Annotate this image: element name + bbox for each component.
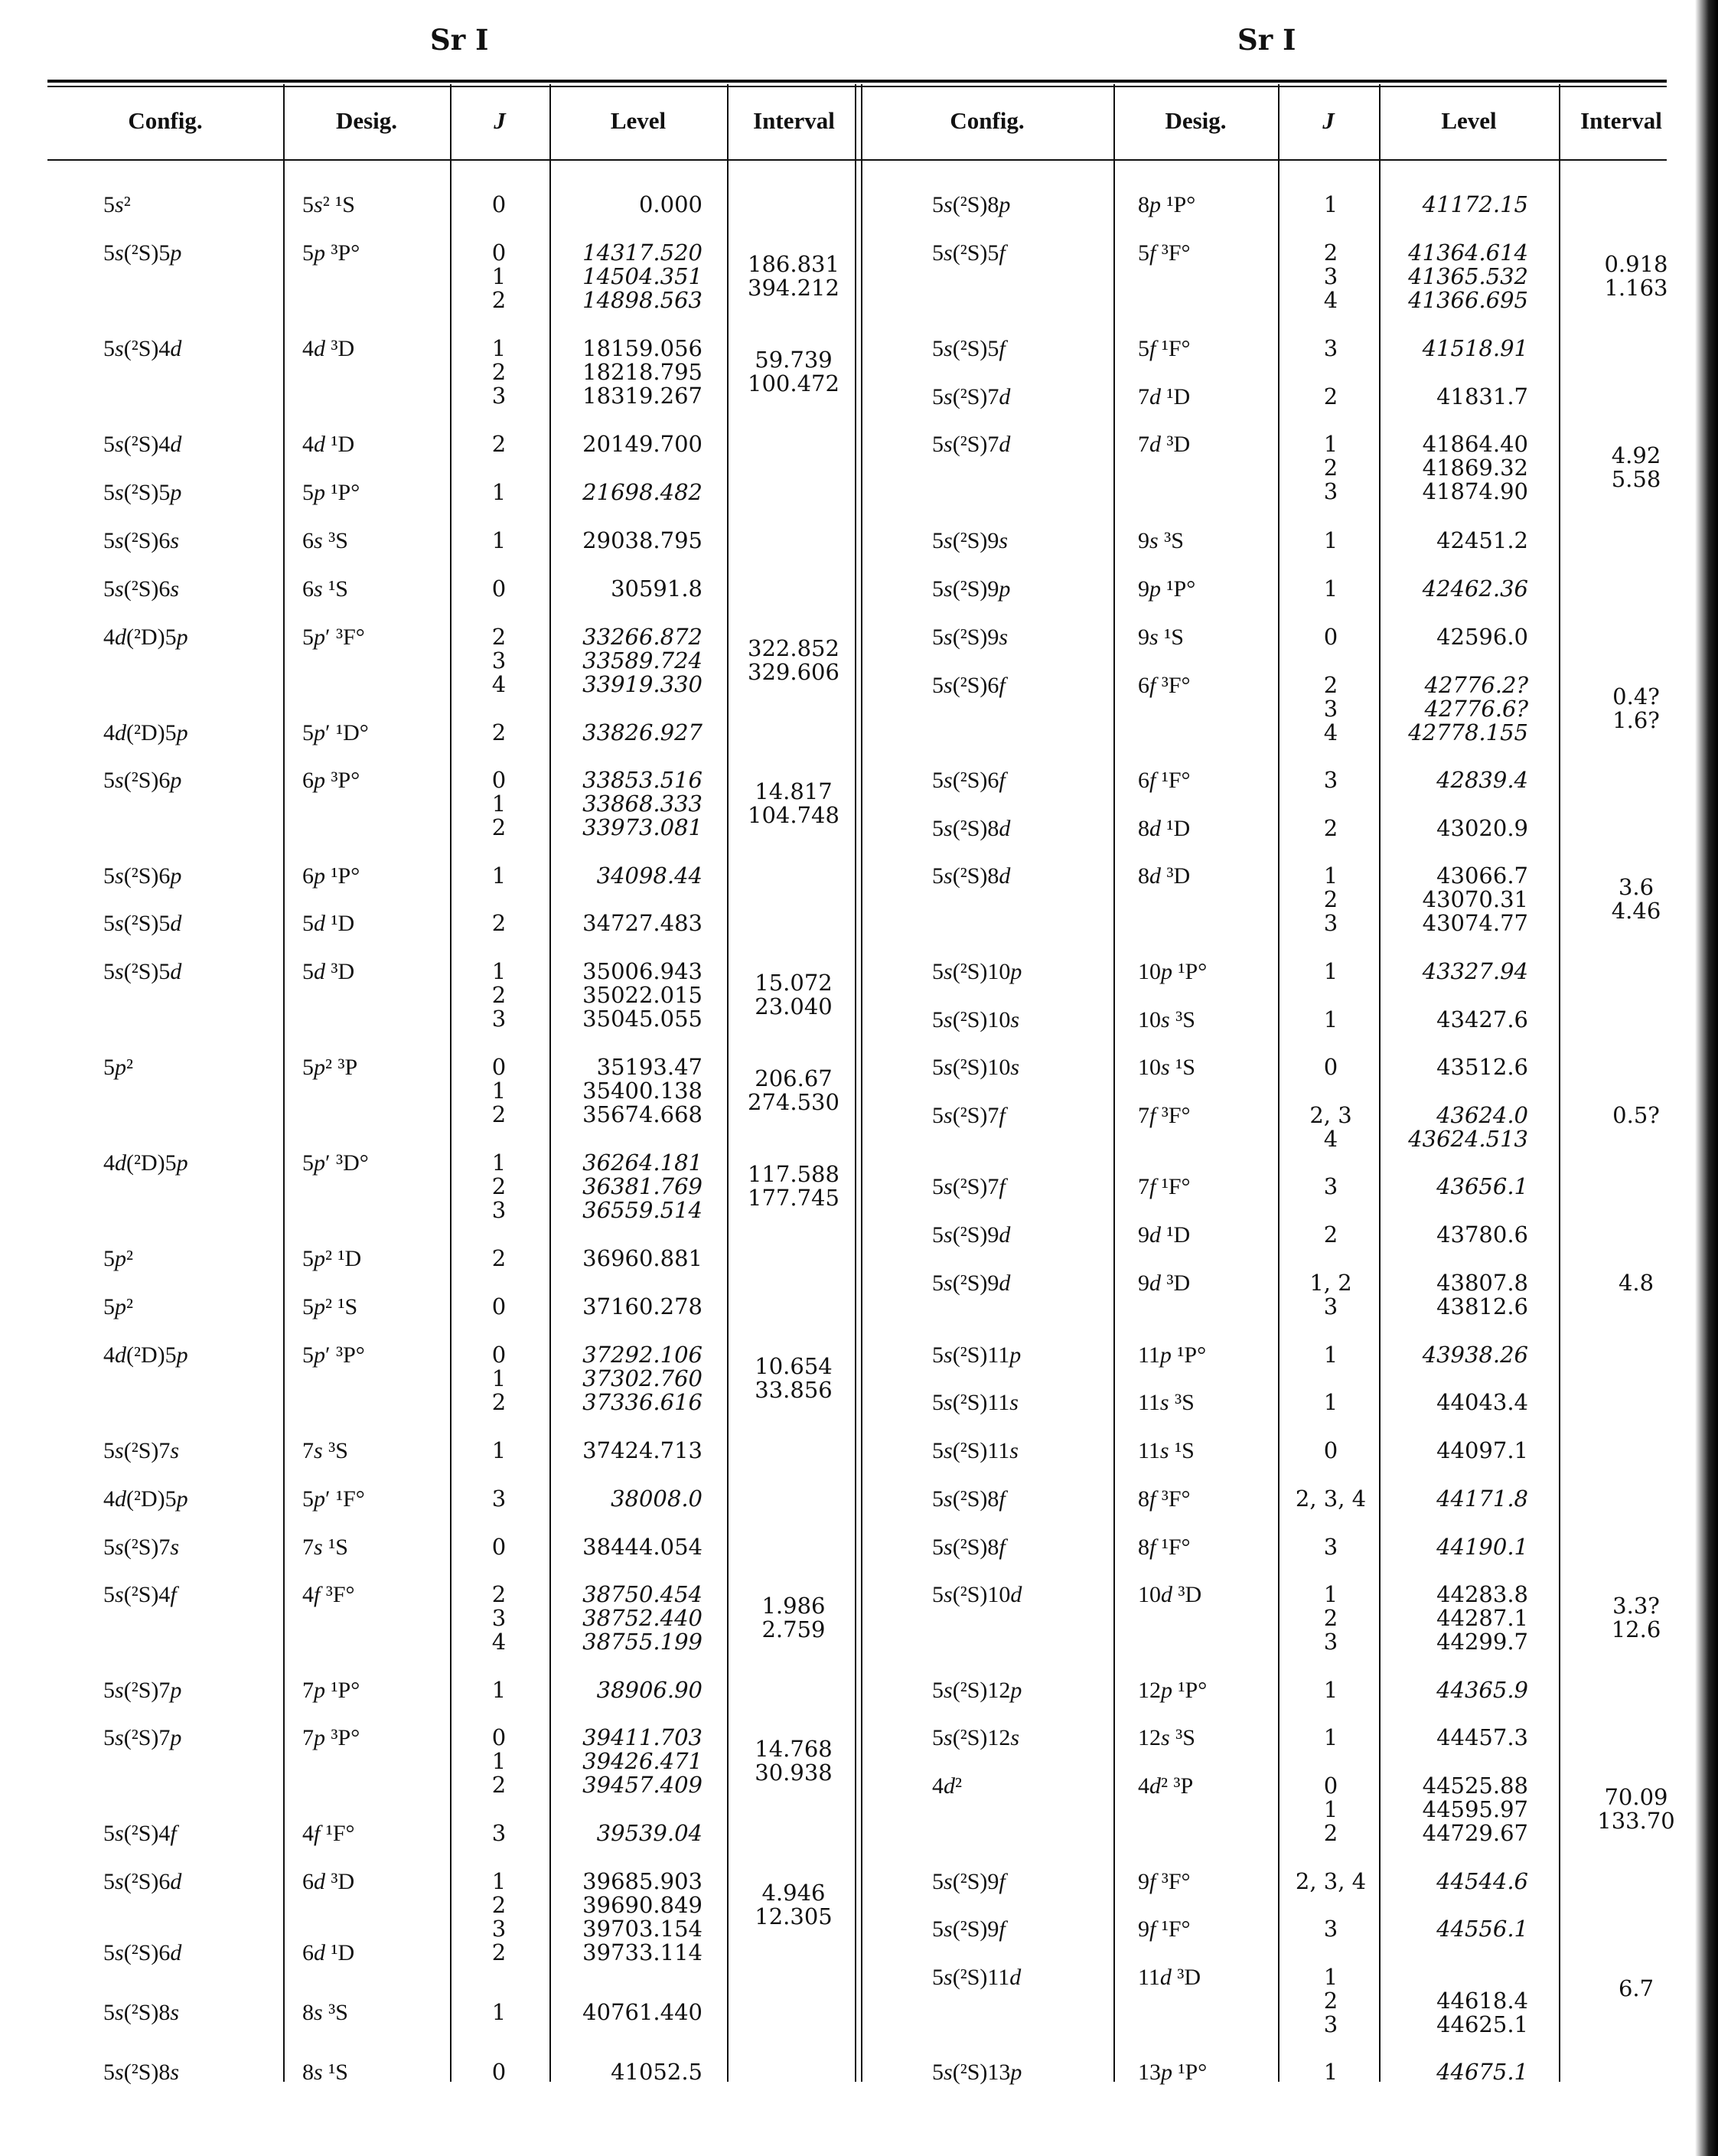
level-cell: 29038.795 bbox=[582, 527, 703, 553]
designation-cell: 6d ³D bbox=[302, 1869, 355, 1894]
header-j-left: J bbox=[494, 107, 506, 134]
config-cell: 5s(²S)8f bbox=[932, 1535, 1006, 1560]
j-cell: 2 bbox=[1323, 383, 1338, 409]
config-cell: 5s(²S)11d bbox=[932, 1965, 1022, 1990]
level-cell: 38906.90 bbox=[596, 1677, 703, 1703]
j-cell: 1 bbox=[1323, 1389, 1338, 1415]
level-cell: 42462.36 bbox=[1422, 576, 1528, 602]
interval-cell: 15.072 23.040 bbox=[755, 970, 833, 1019]
config-cell: 5s(²S)10s bbox=[932, 1055, 1020, 1080]
level-cell: 44171.8 bbox=[1436, 1486, 1528, 1512]
header-bottom-rule bbox=[47, 159, 1667, 161]
designation-cell: 7s ³S bbox=[302, 1438, 348, 1463]
designation-cell: 9f ³F° bbox=[1138, 1869, 1191, 1894]
designation-cell: 6p ³P° bbox=[302, 768, 360, 793]
interval-cell: 14.817 104.748 bbox=[748, 778, 839, 828]
j-cell: 0 1 2 bbox=[491, 1054, 507, 1127]
level-cell: 44675.1 bbox=[1436, 2059, 1528, 2085]
level-cell: 33853.516 33868.333 33973.081 bbox=[582, 767, 703, 840]
level-cell: 43938.26 bbox=[1422, 1342, 1528, 1368]
config-cell: 5s(²S)9f bbox=[932, 1916, 1006, 1942]
j-cell: 3 bbox=[1323, 1173, 1338, 1199]
config-cell: 4d(²D)5p bbox=[103, 625, 188, 650]
level-cell: 44365.9 bbox=[1436, 1677, 1528, 1703]
interval-cell: 186.831 394.212 bbox=[748, 251, 839, 301]
level-cell: 37424.713 bbox=[582, 1437, 703, 1463]
config-cell: 5s(²S)12p bbox=[932, 1678, 1022, 1703]
level-cell: 43066.7 43070.31 43074.77 bbox=[1422, 863, 1528, 936]
designation-cell: 6d ¹D bbox=[302, 1940, 355, 1965]
j-cell: 1 2 3 bbox=[491, 958, 507, 1032]
level-cell: 43780.6 bbox=[1436, 1222, 1528, 1248]
config-cell: 5s(²S)5d bbox=[103, 911, 182, 936]
j-cell: 0 1 2 bbox=[491, 1724, 507, 1798]
j-cell: 3 bbox=[1323, 1916, 1338, 1942]
config-cell: 5s(²S)8d bbox=[932, 863, 1011, 889]
j-cell: 0 bbox=[1323, 1054, 1338, 1080]
header-desig-left: Desig. bbox=[335, 107, 398, 134]
designation-cell: 5p² ³P bbox=[302, 1055, 358, 1080]
interval-cell: 322.852 329.606 bbox=[748, 635, 839, 685]
designation-cell: 6s ³S bbox=[302, 528, 348, 553]
interval-cell: 3.6 4.46 bbox=[1611, 874, 1661, 924]
j-cell: 0 1 2 bbox=[491, 240, 507, 313]
level-cell: 37160.278 bbox=[582, 1293, 703, 1319]
designation-cell: 6p ¹P° bbox=[302, 863, 360, 889]
header-config-right: Config. bbox=[950, 107, 1025, 134]
level-cell: 42596.0 bbox=[1436, 624, 1528, 650]
j-cell: 3 bbox=[1323, 767, 1338, 793]
j-cell: 1 2 3 bbox=[1323, 1581, 1338, 1655]
config-cell: 5s(²S)5p bbox=[103, 240, 182, 266]
config-cell: 5s(²S)6d bbox=[103, 1869, 182, 1894]
level-cell: 44043.4 bbox=[1436, 1389, 1528, 1415]
config-cell: 5s(²S)11p bbox=[932, 1342, 1022, 1368]
config-cell: 5s(²S)7p bbox=[103, 1678, 182, 1703]
j-cell: 2 3 4 bbox=[491, 624, 507, 697]
level-cell: 33266.872 33589.724 33919.330 bbox=[582, 624, 703, 697]
j-cell: 0 bbox=[491, 1534, 507, 1560]
config-cell: 5s(²S)6d bbox=[103, 1940, 182, 1965]
interval-cell: 3.3? 12.6 bbox=[1611, 1593, 1661, 1642]
header-desig-right: Desig. bbox=[1165, 107, 1227, 134]
level-cell: 39411.703 39426.471 39457.409 bbox=[582, 1724, 703, 1798]
designation-cell: 5p′ ³D° bbox=[302, 1150, 369, 1176]
config-cell: 5p² bbox=[103, 1055, 133, 1080]
config-cell: 4d(²D)5p bbox=[103, 1150, 188, 1176]
designation-cell: 8f ¹F° bbox=[1138, 1535, 1191, 1560]
level-cell: 43327.94 bbox=[1422, 958, 1528, 984]
designation-cell: 8s ¹S bbox=[302, 2060, 348, 2085]
j-cell: 1 bbox=[1323, 958, 1338, 984]
j-cell: 1 bbox=[1323, 1677, 1338, 1703]
column-divider-left-1 bbox=[450, 84, 452, 2082]
designation-cell: 4d ³D bbox=[302, 336, 355, 361]
header-level-left: Level bbox=[610, 107, 667, 134]
designation-cell: 4d² ³P bbox=[1138, 1773, 1194, 1799]
designation-cell: 11s ¹S bbox=[1138, 1438, 1195, 1463]
level-cell: 21698.482 bbox=[582, 479, 703, 505]
j-cell: 2, 3, 4 bbox=[1295, 1868, 1367, 1894]
j-cell: 2, 3, 4 bbox=[1295, 1486, 1367, 1512]
config-cell: 5s(²S)11s bbox=[932, 1438, 1019, 1463]
config-cell: 5s(²S)7f bbox=[932, 1174, 1006, 1199]
designation-cell: 5p ¹P° bbox=[302, 480, 360, 505]
config-cell: 5s(²S)9d bbox=[932, 1222, 1011, 1248]
column-divider-right-3 bbox=[1559, 84, 1560, 2082]
interval-cell: 4.92 5.58 bbox=[1611, 442, 1661, 492]
designation-cell: 4f ³F° bbox=[302, 1582, 355, 1607]
config-cell: 5s² bbox=[103, 192, 131, 217]
level-cell: 41052.5 bbox=[611, 2059, 703, 2085]
designation-cell: 4d ¹D bbox=[302, 432, 355, 457]
level-cell: 44283.8 44287.1 44299.7 bbox=[1436, 1581, 1528, 1655]
designation-cell: 7p ¹P° bbox=[302, 1678, 360, 1703]
designation-cell: 9s ¹S bbox=[1138, 625, 1184, 650]
designation-cell: 10s ³S bbox=[1138, 1007, 1195, 1032]
column-divider-right-0 bbox=[1113, 84, 1115, 2082]
j-cell: 2 bbox=[491, 1939, 507, 1965]
header-config-left: Config. bbox=[128, 107, 203, 134]
page-title-right: Sr I bbox=[1237, 23, 1296, 57]
config-cell: 5s(²S)5d bbox=[103, 959, 182, 984]
designation-cell: 11d ³D bbox=[1138, 1965, 1201, 1990]
config-cell: 5s(²S)6p bbox=[103, 768, 182, 793]
config-cell: 5s(²S)9s bbox=[932, 625, 1009, 650]
config-cell: 5s(²S)9f bbox=[932, 1869, 1006, 1894]
designation-cell: 13p ¹P° bbox=[1138, 2060, 1208, 2085]
config-cell: 5s(²S)8p bbox=[932, 192, 1011, 217]
level-cell: 44525.88 44595.97 44729.67 bbox=[1422, 1773, 1528, 1846]
level-cell: 38750.454 38752.440 38755.199 bbox=[582, 1581, 703, 1655]
config-cell: 5s(²S)7s bbox=[103, 1535, 180, 1560]
designation-cell: 5p′ ³F° bbox=[302, 625, 365, 650]
designation-cell: 9s ³S bbox=[1138, 528, 1184, 553]
j-cell: 3 bbox=[1323, 335, 1338, 361]
header-interval-right: Interval bbox=[1580, 107, 1662, 134]
designation-cell: 11s ³S bbox=[1138, 1390, 1195, 1415]
level-cell: 44618.4 44625.1 bbox=[1436, 1988, 1528, 2037]
designation-cell: 5p ³P° bbox=[302, 240, 360, 266]
config-cell: 5p² bbox=[103, 1246, 133, 1271]
j-cell: 3 bbox=[491, 1820, 507, 1846]
interval-cell: 14.768 30.938 bbox=[755, 1736, 833, 1786]
designation-cell: 6f ³F° bbox=[1138, 673, 1191, 698]
config-cell: 5s(²S)11s bbox=[932, 1390, 1019, 1415]
config-cell: 5s(²S)6f bbox=[932, 768, 1006, 793]
column-divider-right-1 bbox=[1278, 84, 1280, 2082]
j-cell: 0 bbox=[491, 2059, 507, 2085]
designation-cell: 5p′ ¹F° bbox=[302, 1486, 365, 1512]
j-cell: 1 bbox=[1323, 527, 1338, 553]
j-cell: 1 bbox=[491, 863, 507, 889]
designation-cell: 5d ¹D bbox=[302, 911, 355, 936]
config-cell: 5s(²S)6f bbox=[932, 673, 1006, 698]
designation-cell: 7s ¹S bbox=[302, 1535, 348, 1560]
level-cell: 40761.440 bbox=[582, 1999, 703, 2025]
config-cell: 5s(²S)10p bbox=[932, 959, 1022, 984]
designation-cell: 5f ¹F° bbox=[1138, 336, 1191, 361]
config-cell: 5s(²S)5f bbox=[932, 336, 1006, 361]
config-cell: 5s(²S)7d bbox=[932, 432, 1011, 457]
j-cell: 3 bbox=[1323, 1534, 1338, 1560]
config-cell: 5s(²S)8s bbox=[103, 2000, 180, 2025]
level-cell: 33826.927 bbox=[582, 719, 703, 745]
designation-cell: 10d ³D bbox=[1138, 1582, 1202, 1607]
j-cell: 1 2 3 bbox=[1323, 431, 1338, 504]
j-cell: 2 bbox=[491, 910, 507, 936]
level-cell: 44097.1 bbox=[1436, 1437, 1528, 1463]
level-cell: 41172.15 bbox=[1422, 191, 1528, 217]
designation-cell: 8f ³F° bbox=[1138, 1486, 1191, 1512]
level-cell: 35006.943 35022.015 35045.055 bbox=[582, 958, 703, 1032]
page-edge-shadow bbox=[1695, 0, 1718, 2156]
level-cell: 36960.881 bbox=[582, 1245, 703, 1271]
level-cell: 44544.6 bbox=[1436, 1868, 1528, 1894]
interval-cell: 59.739 100.472 bbox=[748, 347, 839, 396]
interval-cell: 0.4? 1.6? bbox=[1612, 683, 1660, 733]
level-cell: 42451.2 bbox=[1436, 527, 1528, 553]
j-cell: 0 1 2 bbox=[491, 767, 507, 840]
designation-cell: 6f ¹F° bbox=[1138, 768, 1191, 793]
interval-cell: 206.67 274.530 bbox=[748, 1065, 839, 1115]
level-cell: 43427.6 bbox=[1436, 1006, 1528, 1032]
j-cell: 1 2 3 bbox=[491, 335, 507, 409]
j-cell: 0 bbox=[491, 191, 507, 217]
j-cell: 3 bbox=[491, 1486, 507, 1512]
j-cell: 1 bbox=[1323, 1006, 1338, 1032]
j-cell: 1 bbox=[491, 1999, 507, 2025]
config-cell: 5s(²S)4f bbox=[103, 1821, 177, 1846]
level-cell: 44457.3 bbox=[1436, 1724, 1528, 1750]
config-cell: 5s(²S)8d bbox=[932, 816, 1011, 841]
level-cell: 39685.903 39690.849 39703.154 bbox=[582, 1868, 703, 1942]
config-cell: 5s(²S)8f bbox=[932, 1486, 1006, 1512]
config-cell: 4d(²D)5p bbox=[103, 1342, 188, 1368]
level-cell: 44190.1 bbox=[1436, 1534, 1528, 1560]
level-cell: 41864.40 41869.32 41874.90 bbox=[1422, 431, 1528, 504]
column-divider-left-0 bbox=[283, 84, 285, 2082]
j-cell: 1, 2 3 bbox=[1309, 1270, 1352, 1319]
top-rule bbox=[47, 80, 1667, 83]
j-cell: 0 bbox=[1323, 624, 1338, 650]
config-cell: 5s(²S)4d bbox=[103, 432, 182, 457]
config-cell: 5s(²S)6s bbox=[103, 576, 180, 602]
j-cell: 1 bbox=[1323, 191, 1338, 217]
config-cell: 5s(²S)12s bbox=[932, 1725, 1020, 1750]
j-cell: 1 bbox=[1323, 576, 1338, 602]
level-cell: 18159.056 18218.795 18319.267 bbox=[582, 335, 703, 409]
designation-cell: 7p ³P° bbox=[302, 1725, 360, 1750]
config-cell: 5s(²S)7s bbox=[103, 1438, 180, 1463]
config-cell: 5s(²S)7p bbox=[103, 1725, 182, 1750]
designation-cell: 12p ¹P° bbox=[1138, 1678, 1208, 1703]
j-cell: 0 1 2 bbox=[1323, 1773, 1338, 1846]
config-cell: 5s(²S)4d bbox=[103, 336, 182, 361]
config-cell: 4d² bbox=[932, 1773, 962, 1799]
level-cell: 43512.6 bbox=[1436, 1054, 1528, 1080]
designation-cell: 11p ¹P° bbox=[1138, 1342, 1207, 1368]
level-cell: 34098.44 bbox=[596, 863, 703, 889]
level-cell: 42776.2? 42776.6? 42778.155 bbox=[1408, 672, 1528, 745]
j-cell: 1 bbox=[491, 1437, 507, 1463]
designation-cell: 6s ¹S bbox=[302, 576, 348, 602]
level-cell: 39733.114 bbox=[582, 1939, 703, 1965]
level-cell: 36264.181 36381.769 36559.514 bbox=[582, 1150, 703, 1223]
designation-cell: 5p′ ¹D° bbox=[302, 720, 369, 745]
config-cell: 5s(²S)9p bbox=[932, 576, 1011, 602]
level-cell: 20149.700 bbox=[582, 431, 703, 457]
level-cell: 43624.0 43624.513 bbox=[1408, 1102, 1528, 1152]
designation-cell: 5p′ ³P° bbox=[302, 1342, 365, 1368]
interval-cell: 1.986 2.759 bbox=[761, 1593, 826, 1642]
level-cell: 30591.8 bbox=[611, 576, 703, 602]
level-cell: 0.000 bbox=[638, 191, 703, 217]
config-cell: 5s(²S)9d bbox=[932, 1270, 1011, 1296]
header-j-right: J bbox=[1322, 107, 1335, 134]
j-cell: 0 bbox=[491, 1293, 507, 1319]
config-cell: 5s(²S)10s bbox=[932, 1007, 1020, 1032]
j-cell: 1 2 3 bbox=[1323, 1964, 1338, 2037]
j-cell: 1 bbox=[491, 1677, 507, 1703]
level-cell: 42839.4 bbox=[1436, 767, 1528, 793]
j-cell: 2, 3 4 bbox=[1309, 1102, 1352, 1152]
designation-cell: 10p ¹P° bbox=[1138, 959, 1208, 984]
level-cell: 38444.054 bbox=[582, 1534, 703, 1560]
designation-cell: 7f ³F° bbox=[1138, 1103, 1191, 1128]
config-cell: 5s(²S)13p bbox=[932, 2060, 1022, 2085]
designation-cell: 9d ³D bbox=[1138, 1270, 1191, 1296]
interval-cell: 0.5? bbox=[1612, 1102, 1660, 1128]
interval-cell: 6.7 bbox=[1618, 1975, 1654, 2001]
level-cell: 38008.0 bbox=[611, 1486, 703, 1512]
designation-cell: 8p ¹P° bbox=[1138, 192, 1196, 217]
config-cell: 4d(²D)5p bbox=[103, 720, 188, 745]
designation-cell: 7f ¹F° bbox=[1138, 1174, 1191, 1199]
designation-cell: 12s ³S bbox=[1138, 1725, 1195, 1750]
header-interval-left: Interval bbox=[753, 107, 835, 134]
j-cell: 1 bbox=[491, 527, 507, 553]
j-cell: 2 bbox=[491, 1245, 507, 1271]
config-cell: 5s(²S)8s bbox=[103, 2060, 180, 2085]
j-cell: 1 bbox=[1323, 1724, 1338, 1750]
j-cell: 0 bbox=[491, 576, 507, 602]
designation-cell: 5s² ¹S bbox=[302, 192, 355, 217]
config-cell: 5s(²S)5p bbox=[103, 480, 182, 505]
level-cell: 34727.483 bbox=[582, 910, 703, 936]
j-cell: 1 2 3 bbox=[1323, 863, 1338, 936]
j-cell: 1 bbox=[491, 479, 507, 505]
j-cell: 1 bbox=[1323, 1342, 1338, 1368]
page-title-left: Sr I bbox=[430, 23, 489, 57]
designation-cell: 5f ³F° bbox=[1138, 240, 1191, 266]
designation-cell: 8s ³S bbox=[302, 2000, 348, 2025]
designation-cell: 5d ³D bbox=[302, 959, 355, 984]
j-cell: 0 bbox=[1323, 1437, 1338, 1463]
level-cell: 41831.7 bbox=[1436, 383, 1528, 409]
level-cell: 44556.1 bbox=[1436, 1916, 1528, 1942]
level-cell: 41364.614 41365.532 41366.695 bbox=[1408, 240, 1528, 313]
j-cell: 1 2 3 bbox=[491, 1150, 507, 1223]
config-cell: 5s(²S)4f bbox=[103, 1582, 177, 1607]
designation-cell: 7d ¹D bbox=[1138, 384, 1191, 409]
designation-cell: 9p ¹P° bbox=[1138, 576, 1196, 602]
interval-cell: 117.588 177.745 bbox=[748, 1161, 839, 1211]
j-cell: 1 bbox=[1323, 2059, 1338, 2085]
designation-cell: 9d ¹D bbox=[1138, 1222, 1191, 1248]
interval-cell: 70.09 133.70 bbox=[1597, 1784, 1675, 1834]
config-cell: 4d(²D)5p bbox=[103, 1486, 188, 1512]
config-cell: 5s(²S)7d bbox=[932, 384, 1011, 409]
designation-cell: 8d ¹D bbox=[1138, 816, 1191, 841]
level-cell: 39539.04 bbox=[596, 1820, 703, 1846]
level-cell: 41518.91 bbox=[1422, 335, 1528, 361]
j-cell: 2 3 4 bbox=[1323, 240, 1338, 313]
interval-cell: 4.946 12.305 bbox=[755, 1880, 833, 1929]
config-cell: 5p² bbox=[103, 1294, 133, 1319]
top-rule-2 bbox=[47, 86, 1667, 87]
level-cell: 43656.1 bbox=[1436, 1173, 1528, 1199]
j-cell: 2 bbox=[491, 719, 507, 745]
designation-cell: 4f ¹F° bbox=[302, 1821, 355, 1846]
config-cell: 5s(²S)6s bbox=[103, 528, 180, 553]
designation-cell: 9f ¹F° bbox=[1138, 1916, 1191, 1942]
j-cell: 2 bbox=[1323, 1222, 1338, 1248]
level-cell: 35193.47 35400.138 35674.668 bbox=[582, 1054, 703, 1127]
interval-cell: 10.654 33.856 bbox=[755, 1353, 833, 1403]
config-cell: 5s(²S)5f bbox=[932, 240, 1006, 266]
j-cell: 0 1 2 bbox=[491, 1342, 507, 1415]
designation-cell: 7d ³D bbox=[1138, 432, 1191, 457]
config-cell: 5s(²S)7f bbox=[932, 1103, 1006, 1128]
level-cell: 43020.9 bbox=[1436, 815, 1528, 841]
designation-cell: 5p² ¹D bbox=[302, 1246, 362, 1271]
header-level-right: Level bbox=[1441, 107, 1497, 134]
j-cell: 2 3 4 bbox=[1323, 672, 1338, 745]
j-cell: 2 bbox=[1323, 815, 1338, 841]
config-cell: 5s(²S)10d bbox=[932, 1582, 1022, 1607]
j-cell: 1 2 3 bbox=[491, 1868, 507, 1942]
designation-cell: 10s ¹S bbox=[1138, 1055, 1195, 1080]
level-cell: 43807.8 43812.6 bbox=[1436, 1270, 1528, 1319]
level-cell: 14317.520 14504.351 14898.563 bbox=[582, 240, 703, 313]
j-cell: 2 3 4 bbox=[491, 1581, 507, 1655]
config-cell: 5s(²S)9s bbox=[932, 528, 1009, 553]
interval-cell: 4.8 bbox=[1618, 1270, 1654, 1296]
designation-cell: 5p² ¹S bbox=[302, 1294, 358, 1319]
level-cell: 37292.106 37302.760 37336.616 bbox=[582, 1342, 703, 1415]
designation-cell: 8d ³D bbox=[1138, 863, 1191, 889]
config-cell: 5s(²S)6p bbox=[103, 863, 182, 889]
j-cell: 2 bbox=[491, 431, 507, 457]
interval-cell: 0.918 1.163 bbox=[1604, 251, 1668, 301]
